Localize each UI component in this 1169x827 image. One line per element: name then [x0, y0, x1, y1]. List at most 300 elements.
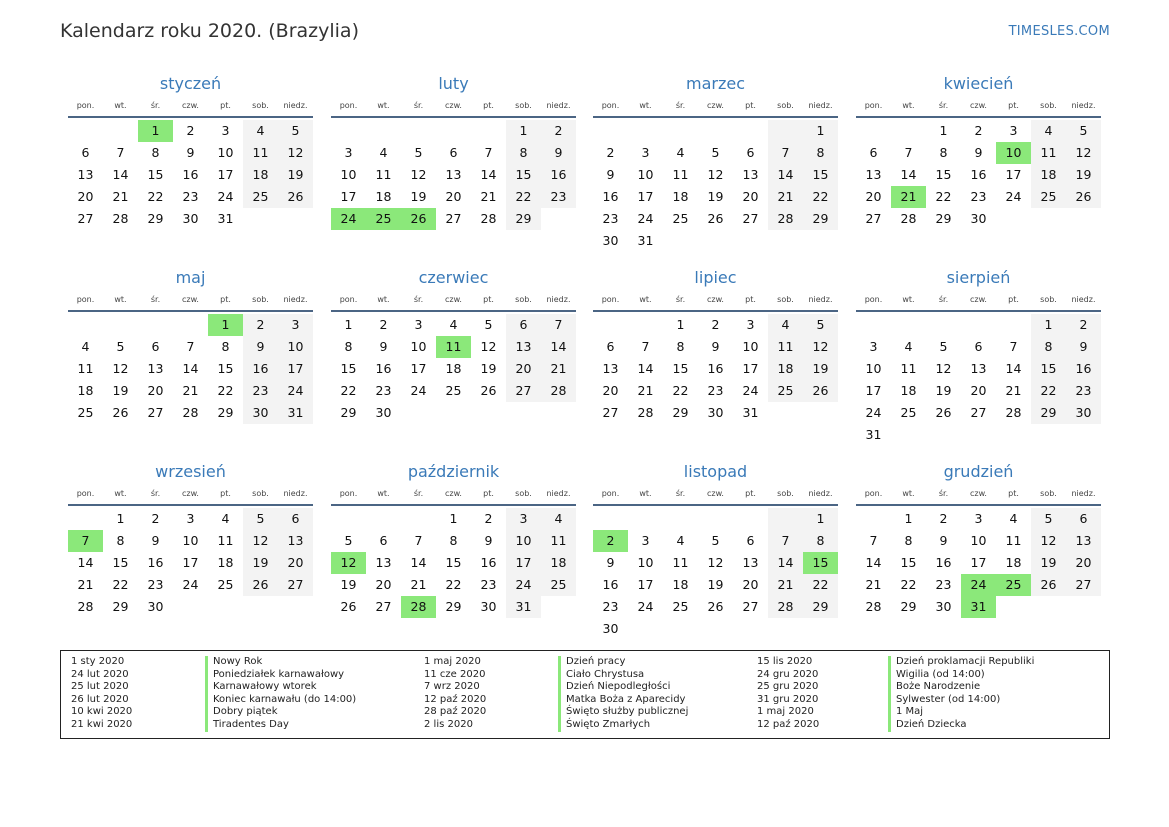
day-cell[interactable]: 11	[375, 167, 392, 182]
day-cell[interactable]: 31	[217, 211, 234, 226]
day-cell[interactable]: 17	[637, 189, 654, 204]
day-cell[interactable]: 10	[278, 336, 313, 358]
day-cell[interactable]: 11	[436, 336, 471, 358]
day-cell[interactable]: 3	[186, 511, 195, 526]
day-cell[interactable]: 2	[186, 123, 195, 138]
day-cell[interactable]: 4	[904, 339, 913, 354]
day-cell[interactable]: 6	[974, 339, 983, 354]
day-cell[interactable]: 6	[869, 145, 878, 160]
day-cell[interactable]: 20	[375, 577, 392, 592]
day-cell[interactable]: 27	[147, 405, 164, 420]
day-cell[interactable]: 12	[707, 555, 724, 570]
day-cell[interactable]: 30	[375, 405, 392, 420]
day-cell[interactable]: 8	[676, 339, 685, 354]
day-cell[interactable]: 15	[112, 555, 129, 570]
day-cell[interactable]: 22	[217, 383, 234, 398]
day-cell[interactable]: 14	[112, 167, 129, 182]
day-cell[interactable]: 7	[484, 145, 493, 160]
day-cell[interactable]: 23	[970, 189, 987, 204]
day-cell[interactable]: 15	[1031, 358, 1066, 380]
day-cell[interactable]: 29	[1031, 402, 1066, 424]
day-cell[interactable]: 16	[375, 361, 392, 376]
day-cell[interactable]: 30	[480, 599, 497, 614]
day-cell[interactable]: 10	[865, 361, 882, 376]
day-cell[interactable]: 19	[1031, 552, 1066, 574]
day-cell[interactable]: 4	[379, 145, 388, 160]
day-cell[interactable]: 13	[602, 361, 619, 376]
day-cell[interactable]: 21	[410, 577, 427, 592]
day-cell[interactable]: 18	[77, 383, 94, 398]
day-cell[interactable]: 5	[1031, 508, 1066, 530]
day-cell[interactable]: 25	[672, 211, 689, 226]
day-cell[interactable]: 12	[480, 339, 497, 354]
day-cell[interactable]: 22	[935, 189, 952, 204]
day-cell[interactable]: 23	[182, 189, 199, 204]
day-cell[interactable]: 5	[243, 508, 278, 530]
day-cell[interactable]: 25	[768, 380, 803, 402]
day-cell[interactable]: 23	[480, 577, 497, 592]
day-cell[interactable]: 31	[742, 405, 759, 420]
day-cell[interactable]: 18	[900, 383, 917, 398]
day-cell[interactable]: 23	[707, 383, 724, 398]
day-cell[interactable]: 19	[707, 577, 724, 592]
day-cell[interactable]: 17	[278, 358, 313, 380]
day-cell[interactable]: 17	[410, 361, 427, 376]
day-cell[interactable]: 9	[939, 533, 948, 548]
day-cell[interactable]: 19	[707, 189, 724, 204]
day-cell[interactable]: 23	[375, 383, 392, 398]
day-cell[interactable]: 23	[243, 380, 278, 402]
day-cell[interactable]: 24	[961, 574, 996, 596]
day-cell[interactable]: 11	[900, 361, 917, 376]
day-cell[interactable]: 1	[803, 120, 838, 142]
day-cell[interactable]: 13	[445, 167, 462, 182]
day-cell[interactable]: 23	[1066, 380, 1101, 402]
day-cell[interactable]: 10	[217, 145, 234, 160]
day-cell[interactable]: 2	[243, 314, 278, 336]
day-cell[interactable]: 29	[217, 405, 234, 420]
day-cell[interactable]: 16	[935, 555, 952, 570]
day-cell[interactable]: 24	[637, 211, 654, 226]
day-cell[interactable]: 2	[379, 317, 388, 332]
day-cell[interactable]: 24	[217, 189, 234, 204]
day-cell[interactable]: 23	[541, 186, 576, 208]
day-cell[interactable]: 7	[768, 142, 803, 164]
day-cell[interactable]: 15	[340, 361, 357, 376]
day-cell[interactable]: 29	[340, 405, 357, 420]
day-cell[interactable]: 6	[606, 339, 615, 354]
day-cell[interactable]: 15	[445, 555, 462, 570]
day-cell[interactable]: 4	[1009, 511, 1018, 526]
day-cell[interactable]: 5	[711, 145, 720, 160]
day-cell[interactable]: 25	[900, 405, 917, 420]
day-cell[interactable]: 21	[1005, 383, 1022, 398]
day-cell[interactable]: 8	[116, 533, 125, 548]
day-cell[interactable]: 9	[186, 145, 195, 160]
day-cell[interactable]: 18	[768, 358, 803, 380]
day-cell[interactable]: 5	[711, 533, 720, 548]
day-cell[interactable]: 14	[480, 167, 497, 182]
day-cell[interactable]: 9	[541, 142, 576, 164]
day-cell[interactable]: 13	[147, 361, 164, 376]
day-cell[interactable]: 28	[112, 211, 129, 226]
day-cell[interactable]: 28	[768, 596, 803, 618]
day-cell[interactable]: 30	[243, 402, 278, 424]
day-cell[interactable]: 26	[278, 186, 313, 208]
day-cell[interactable]: 16	[1066, 358, 1101, 380]
day-cell[interactable]: 4	[81, 339, 90, 354]
day-cell[interactable]: 3	[414, 317, 423, 332]
day-cell[interactable]: 22	[672, 383, 689, 398]
day-cell[interactable]: 12	[803, 336, 838, 358]
day-cell[interactable]: 24	[506, 574, 541, 596]
day-cell[interactable]: 2	[151, 511, 160, 526]
day-cell[interactable]: 15	[672, 361, 689, 376]
day-cell[interactable]: 30	[707, 405, 724, 420]
day-cell[interactable]: 28	[401, 596, 436, 618]
day-cell[interactable]: 18	[243, 164, 278, 186]
day-cell[interactable]: 5	[1066, 120, 1101, 142]
day-cell[interactable]: 23	[935, 577, 952, 592]
day-cell[interactable]: 1	[208, 314, 243, 336]
day-cell[interactable]: 8	[344, 339, 353, 354]
day-cell[interactable]: 22	[445, 577, 462, 592]
day-cell[interactable]: 7	[414, 533, 423, 548]
day-cell[interactable]: 1	[939, 123, 948, 138]
day-cell[interactable]: 17	[217, 167, 234, 182]
day-cell[interactable]: 6	[506, 314, 541, 336]
day-cell[interactable]: 24	[410, 383, 427, 398]
day-cell[interactable]: 21	[182, 383, 199, 398]
day-cell[interactable]: 14	[77, 555, 94, 570]
day-cell[interactable]: 8	[449, 533, 458, 548]
day-cell[interactable]: 9	[379, 339, 388, 354]
day-cell[interactable]: 5	[484, 317, 493, 332]
day-cell[interactable]: 12	[707, 167, 724, 182]
day-cell[interactable]: 10	[996, 142, 1031, 164]
day-cell[interactable]: 27	[1066, 574, 1101, 596]
day-cell[interactable]: 7	[186, 339, 195, 354]
day-cell[interactable]: 13	[375, 555, 392, 570]
day-cell[interactable]: 11	[77, 361, 94, 376]
day-cell[interactable]: 25	[77, 405, 94, 420]
day-cell[interactable]: 6	[1066, 508, 1101, 530]
day-cell[interactable]: 18	[217, 555, 234, 570]
day-cell[interactable]: 5	[344, 533, 353, 548]
day-cell[interactable]: 25	[672, 599, 689, 614]
day-cell[interactable]: 16	[602, 577, 619, 592]
day-cell[interactable]: 15	[147, 167, 164, 182]
day-cell[interactable]: 1	[506, 120, 541, 142]
day-cell[interactable]: 25	[217, 577, 234, 592]
day-cell[interactable]: 16	[541, 164, 576, 186]
day-cell[interactable]: 7	[1009, 339, 1018, 354]
day-cell[interactable]: 19	[243, 552, 278, 574]
day-cell[interactable]: 2	[606, 145, 615, 160]
day-cell[interactable]: 9	[243, 336, 278, 358]
day-cell[interactable]: 15	[900, 555, 917, 570]
day-cell[interactable]: 20	[506, 358, 541, 380]
day-cell[interactable]: 5	[803, 314, 838, 336]
day-cell[interactable]: 28	[480, 211, 497, 226]
day-cell[interactable]: 14	[637, 361, 654, 376]
day-cell[interactable]: 30	[935, 599, 952, 614]
day-cell[interactable]: 18	[541, 552, 576, 574]
day-cell[interactable]: 7	[541, 314, 576, 336]
day-cell[interactable]: 6	[151, 339, 160, 354]
day-cell[interactable]: 8	[904, 533, 913, 548]
day-cell[interactable]: 21	[480, 189, 497, 204]
day-cell[interactable]: 31	[637, 233, 654, 248]
day-cell[interactable]: 2	[1066, 314, 1101, 336]
day-cell[interactable]: 13	[506, 336, 541, 358]
day-cell[interactable]: 11	[217, 533, 234, 548]
day-cell[interactable]: 4	[676, 145, 685, 160]
day-cell[interactable]: 27	[77, 211, 94, 226]
day-cell[interactable]: 2	[484, 511, 493, 526]
day-cell[interactable]: 18	[672, 189, 689, 204]
day-cell[interactable]: 16	[970, 167, 987, 182]
day-cell[interactable]: 26	[480, 383, 497, 398]
day-cell[interactable]: 21	[541, 358, 576, 380]
day-cell[interactable]: 16	[147, 555, 164, 570]
day-cell[interactable]: 26	[243, 574, 278, 596]
day-cell[interactable]: 16	[243, 358, 278, 380]
day-cell[interactable]: 24	[182, 577, 199, 592]
day-cell[interactable]: 20	[970, 383, 987, 398]
day-cell[interactable]: 1	[803, 508, 838, 530]
day-cell[interactable]: 30	[182, 211, 199, 226]
day-cell[interactable]: 24	[1005, 189, 1022, 204]
day-cell[interactable]: 31	[278, 402, 313, 424]
day-cell[interactable]: 15	[935, 167, 952, 182]
day-cell[interactable]: 17	[1005, 167, 1022, 182]
day-cell[interactable]: 18	[1031, 164, 1066, 186]
day-cell[interactable]: 19	[410, 189, 427, 204]
day-cell[interactable]: 13	[865, 167, 882, 182]
day-cell[interactable]: 26	[112, 405, 129, 420]
day-cell[interactable]: 31	[961, 596, 996, 618]
day-cell[interactable]: 20	[602, 383, 619, 398]
day-cell[interactable]: 9	[711, 339, 720, 354]
day-cell[interactable]: 4	[1031, 120, 1066, 142]
day-cell[interactable]: 6	[746, 145, 755, 160]
day-cell[interactable]: 30	[1066, 402, 1101, 424]
day-cell[interactable]: 28	[182, 405, 199, 420]
day-cell[interactable]: 16	[602, 189, 619, 204]
day-cell[interactable]: 13	[742, 555, 759, 570]
day-cell[interactable]: 23	[147, 577, 164, 592]
day-cell[interactable]: 29	[803, 596, 838, 618]
day-cell[interactable]: 30	[970, 211, 987, 226]
day-cell[interactable]: 24	[865, 405, 882, 420]
day-cell[interactable]: 1	[344, 317, 353, 332]
day-cell[interactable]: 27	[506, 380, 541, 402]
day-cell[interactable]: 4	[449, 317, 458, 332]
day-cell[interactable]: 5	[116, 339, 125, 354]
day-cell[interactable]: 5	[414, 145, 423, 160]
day-cell[interactable]: 14	[182, 361, 199, 376]
day-cell[interactable]: 12	[1066, 142, 1101, 164]
day-cell[interactable]: 24	[742, 383, 759, 398]
day-cell[interactable]: 1	[676, 317, 685, 332]
day-cell[interactable]: 7	[116, 145, 125, 160]
day-cell[interactable]: 25	[996, 574, 1031, 596]
day-cell[interactable]: 28	[1005, 405, 1022, 420]
day-cell[interactable]: 16	[707, 361, 724, 376]
day-cell[interactable]: 26	[803, 380, 838, 402]
day-cell[interactable]: 10	[970, 533, 987, 548]
day-cell[interactable]: 9	[606, 167, 615, 182]
day-cell[interactable]: 30	[602, 621, 619, 636]
day-cell[interactable]: 14	[768, 552, 803, 574]
day-cell[interactable]: 12	[331, 552, 366, 574]
day-cell[interactable]: 13	[970, 361, 987, 376]
day-cell[interactable]: 17	[742, 361, 759, 376]
day-cell[interactable]: 27	[278, 574, 313, 596]
day-cell[interactable]: 6	[81, 145, 90, 160]
day-cell[interactable]: 30	[602, 233, 619, 248]
day-cell[interactable]: 22	[900, 577, 917, 592]
day-cell[interactable]: 29	[672, 405, 689, 420]
day-cell[interactable]: 3	[641, 145, 650, 160]
day-cell[interactable]: 1	[116, 511, 125, 526]
day-cell[interactable]: 25	[243, 186, 278, 208]
day-cell[interactable]: 17	[506, 552, 541, 574]
day-cell[interactable]: 4	[221, 511, 230, 526]
day-cell[interactable]: 28	[77, 599, 94, 614]
day-cell[interactable]: 11	[243, 142, 278, 164]
day-cell[interactable]: 29	[445, 599, 462, 614]
day-cell[interactable]: 18	[1005, 555, 1022, 570]
day-cell[interactable]: 30	[147, 599, 164, 614]
day-cell[interactable]: 29	[900, 599, 917, 614]
day-cell[interactable]: 3	[221, 123, 230, 138]
day-cell[interactable]: 3	[278, 314, 313, 336]
day-cell[interactable]: 7	[641, 339, 650, 354]
day-cell[interactable]: 26	[707, 599, 724, 614]
day-cell[interactable]: 11	[672, 167, 689, 182]
day-cell[interactable]: 6	[379, 533, 388, 548]
day-cell[interactable]: 25	[1031, 186, 1066, 208]
day-cell[interactable]: 5	[278, 120, 313, 142]
brand-link[interactable]: TIMESLES.COM	[1008, 24, 1110, 39]
day-cell[interactable]: 21	[77, 577, 94, 592]
day-cell[interactable]: 22	[1031, 380, 1066, 402]
day-cell[interactable]: 11	[541, 530, 576, 552]
day-cell[interactable]: 28	[768, 208, 803, 230]
day-cell[interactable]: 29	[506, 208, 541, 230]
day-cell[interactable]: 21	[112, 189, 129, 204]
day-cell[interactable]: 8	[1031, 336, 1066, 358]
day-cell[interactable]: 20	[445, 189, 462, 204]
day-cell[interactable]: 20	[865, 189, 882, 204]
day-cell[interactable]: 10	[637, 555, 654, 570]
day-cell[interactable]: 13	[742, 167, 759, 182]
day-cell[interactable]: 1	[1031, 314, 1066, 336]
day-cell[interactable]: 11	[1005, 533, 1022, 548]
day-cell[interactable]: 15	[803, 552, 838, 574]
day-cell[interactable]: 24	[278, 380, 313, 402]
day-cell[interactable]: 3	[641, 533, 650, 548]
day-cell[interactable]: 20	[742, 189, 759, 204]
day-cell[interactable]: 20	[77, 189, 94, 204]
day-cell[interactable]: 5	[939, 339, 948, 354]
day-cell[interactable]: 2	[593, 530, 628, 552]
day-cell[interactable]: 6	[746, 533, 755, 548]
day-cell[interactable]: 1	[449, 511, 458, 526]
day-cell[interactable]: 17	[637, 577, 654, 592]
day-cell[interactable]: 17	[340, 189, 357, 204]
day-cell[interactable]: 8	[221, 339, 230, 354]
day-cell[interactable]: 12	[410, 167, 427, 182]
day-cell[interactable]: 17	[970, 555, 987, 570]
day-cell[interactable]: 22	[506, 186, 541, 208]
day-cell[interactable]: 2	[711, 317, 720, 332]
day-cell[interactable]: 20	[742, 577, 759, 592]
day-cell[interactable]: 2	[541, 120, 576, 142]
day-cell[interactable]: 7	[768, 530, 803, 552]
day-cell[interactable]: 4	[243, 120, 278, 142]
day-cell[interactable]: 25	[541, 574, 576, 596]
day-cell[interactable]: 11	[768, 336, 803, 358]
day-cell[interactable]: 17	[865, 383, 882, 398]
day-cell[interactable]: 8	[506, 142, 541, 164]
day-cell[interactable]: 26	[935, 405, 952, 420]
day-cell[interactable]: 13	[1066, 530, 1101, 552]
day-cell[interactable]: 3	[869, 339, 878, 354]
day-cell[interactable]: 3	[746, 317, 755, 332]
day-cell[interactable]: 19	[480, 361, 497, 376]
day-cell[interactable]: 23	[602, 599, 619, 614]
day-cell[interactable]: 14	[768, 164, 803, 186]
day-cell[interactable]: 15	[506, 164, 541, 186]
day-cell[interactable]: 11	[672, 555, 689, 570]
day-cell[interactable]: 24	[637, 599, 654, 614]
day-cell[interactable]: 14	[865, 555, 882, 570]
day-cell[interactable]: 10	[410, 339, 427, 354]
day-cell[interactable]: 16	[480, 555, 497, 570]
day-cell[interactable]: 9	[606, 555, 615, 570]
day-cell[interactable]: 27	[970, 405, 987, 420]
day-cell[interactable]: 12	[278, 142, 313, 164]
day-cell[interactable]: 27	[742, 211, 759, 226]
day-cell[interactable]: 4	[768, 314, 803, 336]
day-cell[interactable]: 21	[768, 574, 803, 596]
day-cell[interactable]: 10	[506, 530, 541, 552]
day-cell[interactable]: 28	[637, 405, 654, 420]
day-cell[interactable]: 27	[865, 211, 882, 226]
day-cell[interactable]: 14	[900, 167, 917, 182]
day-cell[interactable]: 27	[742, 599, 759, 614]
day-cell[interactable]: 20	[147, 383, 164, 398]
day-cell[interactable]: 10	[742, 339, 759, 354]
day-cell[interactable]: 12	[243, 530, 278, 552]
day-cell[interactable]: 24	[331, 208, 366, 230]
day-cell[interactable]: 9	[484, 533, 493, 548]
day-cell[interactable]: 11	[1031, 142, 1066, 164]
day-cell[interactable]: 12	[935, 361, 952, 376]
day-cell[interactable]: 1	[904, 511, 913, 526]
day-cell[interactable]: 7	[68, 530, 103, 552]
day-cell[interactable]: 13	[77, 167, 94, 182]
day-cell[interactable]: 14	[541, 336, 576, 358]
day-cell[interactable]: 21	[891, 186, 926, 208]
day-cell[interactable]: 31	[865, 427, 882, 442]
day-cell[interactable]: 14	[410, 555, 427, 570]
day-cell[interactable]: 31	[506, 596, 541, 618]
day-cell[interactable]: 26	[1066, 186, 1101, 208]
